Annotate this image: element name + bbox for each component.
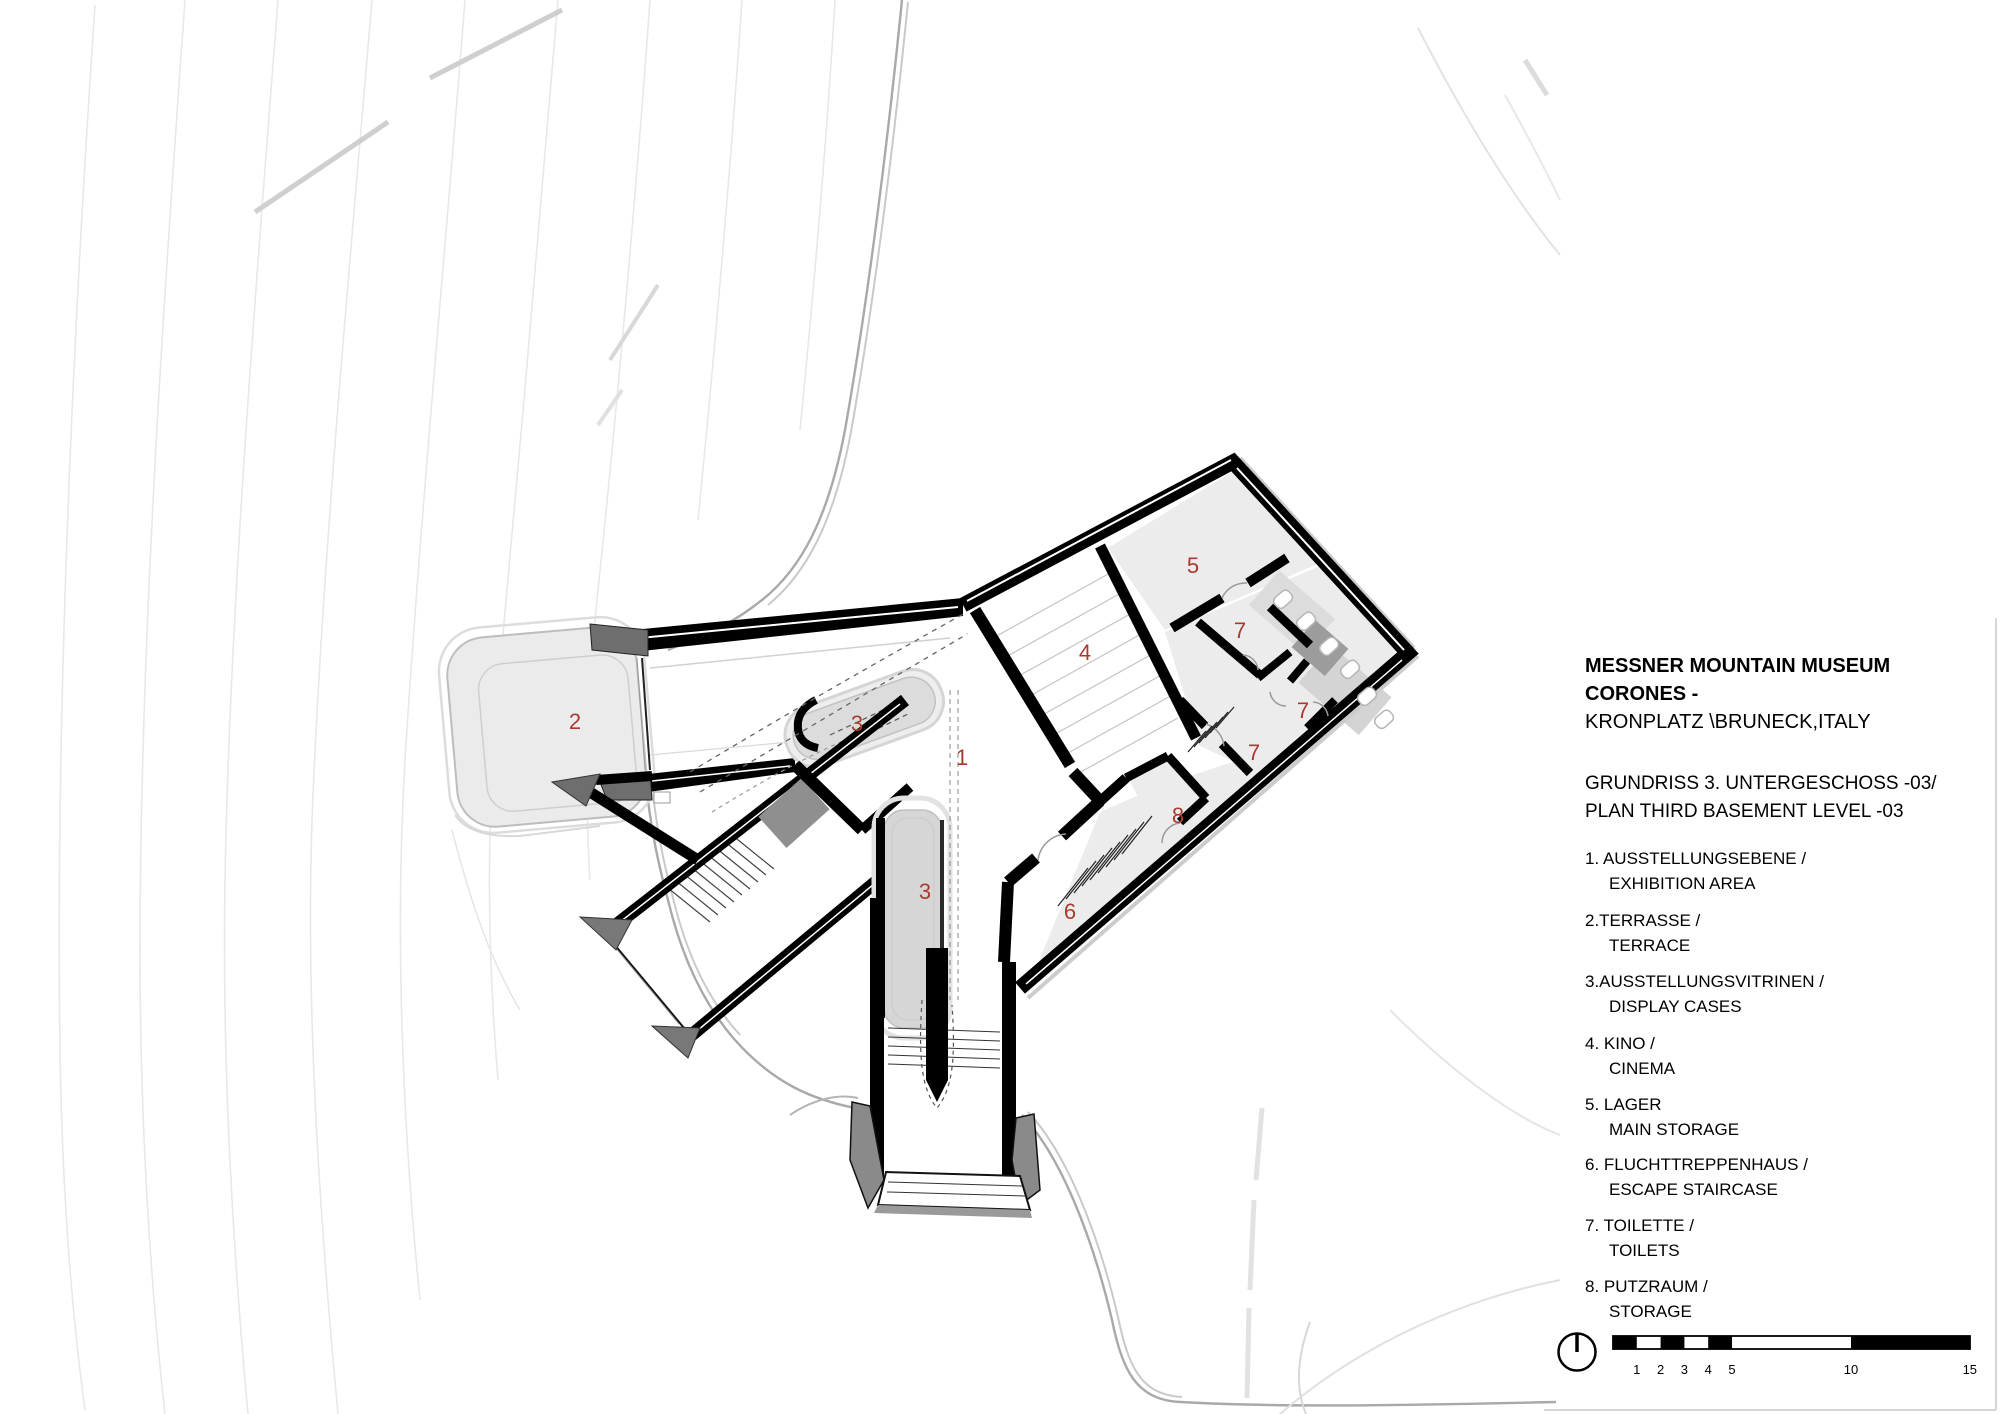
slope-dash — [1247, 1308, 1249, 1398]
plan-subtitle-line1: GRUNDRISS 3. UNTERGESCHOSS -03/ — [1585, 773, 1937, 794]
room-label-4: 4 — [1078, 640, 1092, 665]
legend-item-8 — [1585, 1274, 1985, 1324]
room-label-3b: 3 — [918, 879, 932, 904]
contour — [698, 0, 742, 520]
legend-line: 6. FLUCHTTREPPENHAUS / — [1585, 1155, 1808, 1174]
project-title-line2: CORONES - — [1585, 683, 1699, 705]
contour — [224, 0, 278, 1414]
scale-tick: 4 — [1704, 1362, 1712, 1377]
display-case-upper — [777, 661, 952, 775]
wall-end-cap — [652, 1026, 700, 1058]
contour — [452, 830, 520, 1010]
scale-tick: 10 — [1843, 1362, 1859, 1377]
legend-item-7 — [1585, 1213, 1985, 1263]
wing-south-wall — [648, 758, 795, 792]
plan-subtitle-line2: PLAN THIRD BASEMENT LEVEL -03 — [1585, 801, 1904, 822]
legend-item-3 — [1585, 969, 1985, 1019]
contour — [1280, 1280, 1560, 1414]
finger-wall-tip — [926, 1080, 948, 1102]
contour — [310, 0, 372, 1414]
scale-seg — [1661, 1336, 1685, 1349]
scale-bar — [1613, 1336, 1977, 1377]
legend-line: 1. AUSSTELLUNGSEBENE / — [1585, 849, 1807, 868]
trail-line — [651, 774, 740, 1035]
glass-wall — [609, 940, 679, 1024]
legend-item-4 — [1585, 1031, 1985, 1081]
room-label-3a: 3 — [850, 711, 864, 736]
wall-end-cap — [580, 917, 632, 950]
scale-tick: 15 — [1962, 1362, 1978, 1377]
legend-line: ESCAPE STAIRCASE — [1609, 1180, 1778, 1199]
trail-line — [768, 2, 908, 605]
wing-interior-line — [650, 742, 790, 755]
room-label-7a: 7 — [1233, 618, 1247, 643]
entry-landing — [878, 1172, 1030, 1210]
scale-seg — [1708, 1336, 1732, 1349]
chevron-wall — [590, 792, 698, 860]
legend-line: 7. TOILETTE / — [1585, 1216, 1694, 1235]
contour — [1390, 1010, 1560, 1135]
chevron-wall — [596, 776, 652, 780]
wing-north-wall — [633, 598, 963, 652]
slope-dash — [255, 122, 388, 212]
contour — [1418, 28, 1560, 255]
trail-line — [668, 0, 902, 650]
legend-line: STORAGE — [1609, 1302, 1692, 1321]
legend-line: MAIN STORAGE — [1609, 1120, 1740, 1139]
legend-item-5 — [1585, 1092, 1985, 1142]
scale-seg — [1613, 1336, 1637, 1349]
slope-dash — [1250, 1200, 1254, 1290]
scale-tick: 2 — [1656, 1362, 1665, 1377]
legend-line: 3.AUSSTELLUNGSVITRINEN / — [1585, 972, 1825, 991]
scale-tick: 5 — [1728, 1362, 1736, 1377]
contour — [59, 5, 95, 1410]
legend-line: EXHIBITION AREA — [1609, 874, 1756, 893]
legend-item-1 — [1585, 846, 1985, 896]
glass-wall — [614, 944, 684, 1028]
scale-tick: 1 — [1633, 1362, 1641, 1377]
contour — [140, 0, 185, 1414]
contour — [1299, 1322, 1310, 1414]
legend-item-6 — [1585, 1152, 1985, 1202]
plan-subtitle — [1585, 770, 2000, 826]
room-label-8: 8 — [1171, 803, 1185, 828]
north-indicator — [1559, 1334, 1596, 1371]
room-label-6: 6 — [1063, 899, 1077, 924]
contour — [800, 0, 835, 430]
room-label-2: 2 — [568, 709, 582, 734]
room-label-7b: 7 — [1296, 698, 1310, 723]
scale-tick: 3 — [1680, 1362, 1689, 1377]
legend-line: TERRACE — [1609, 936, 1691, 955]
room-label-1: 1 — [955, 745, 969, 770]
title-block — [1585, 652, 1985, 736]
contour — [489, 0, 558, 1080]
project-title-line1: MESSNER MOUNTAIN MUSEUM — [1585, 655, 1891, 677]
wall-end-cap — [590, 624, 648, 656]
finger-wall — [926, 948, 948, 1080]
legend-line: 4. KINO / — [1585, 1034, 1655, 1053]
legend-item-2 — [1585, 908, 1985, 958]
contour — [400, 0, 465, 1300]
scale-seg — [1851, 1336, 1970, 1349]
project-title-line3: KRONPLATZ \BRUNECK,ITALY — [1585, 711, 1871, 733]
main-block — [963, 458, 1418, 998]
contour — [1505, 95, 1560, 200]
legend-line: 5. LAGER — [1585, 1095, 1662, 1114]
legend-line: 8. PUTZRAUM / — [1585, 1277, 1708, 1296]
slope-dash — [598, 390, 622, 425]
slope-dash — [430, 10, 562, 78]
room-label-5: 5 — [1186, 553, 1200, 578]
legend-line: DISPLAY CASES — [1609, 997, 1742, 1016]
slope-dash — [610, 285, 658, 360]
wall-seam — [692, 884, 874, 1035]
wall — [1004, 882, 1008, 962]
slope-dash — [1525, 60, 1547, 95]
legend-line: CINEMA — [1609, 1059, 1676, 1078]
legend-line: 2.TERRASSE / — [1585, 911, 1701, 930]
room-label-7c: 7 — [1247, 740, 1261, 765]
legend-line: TOILETS — [1609, 1241, 1680, 1260]
wall-tab — [654, 792, 670, 803]
slope-dash — [1256, 1108, 1262, 1180]
